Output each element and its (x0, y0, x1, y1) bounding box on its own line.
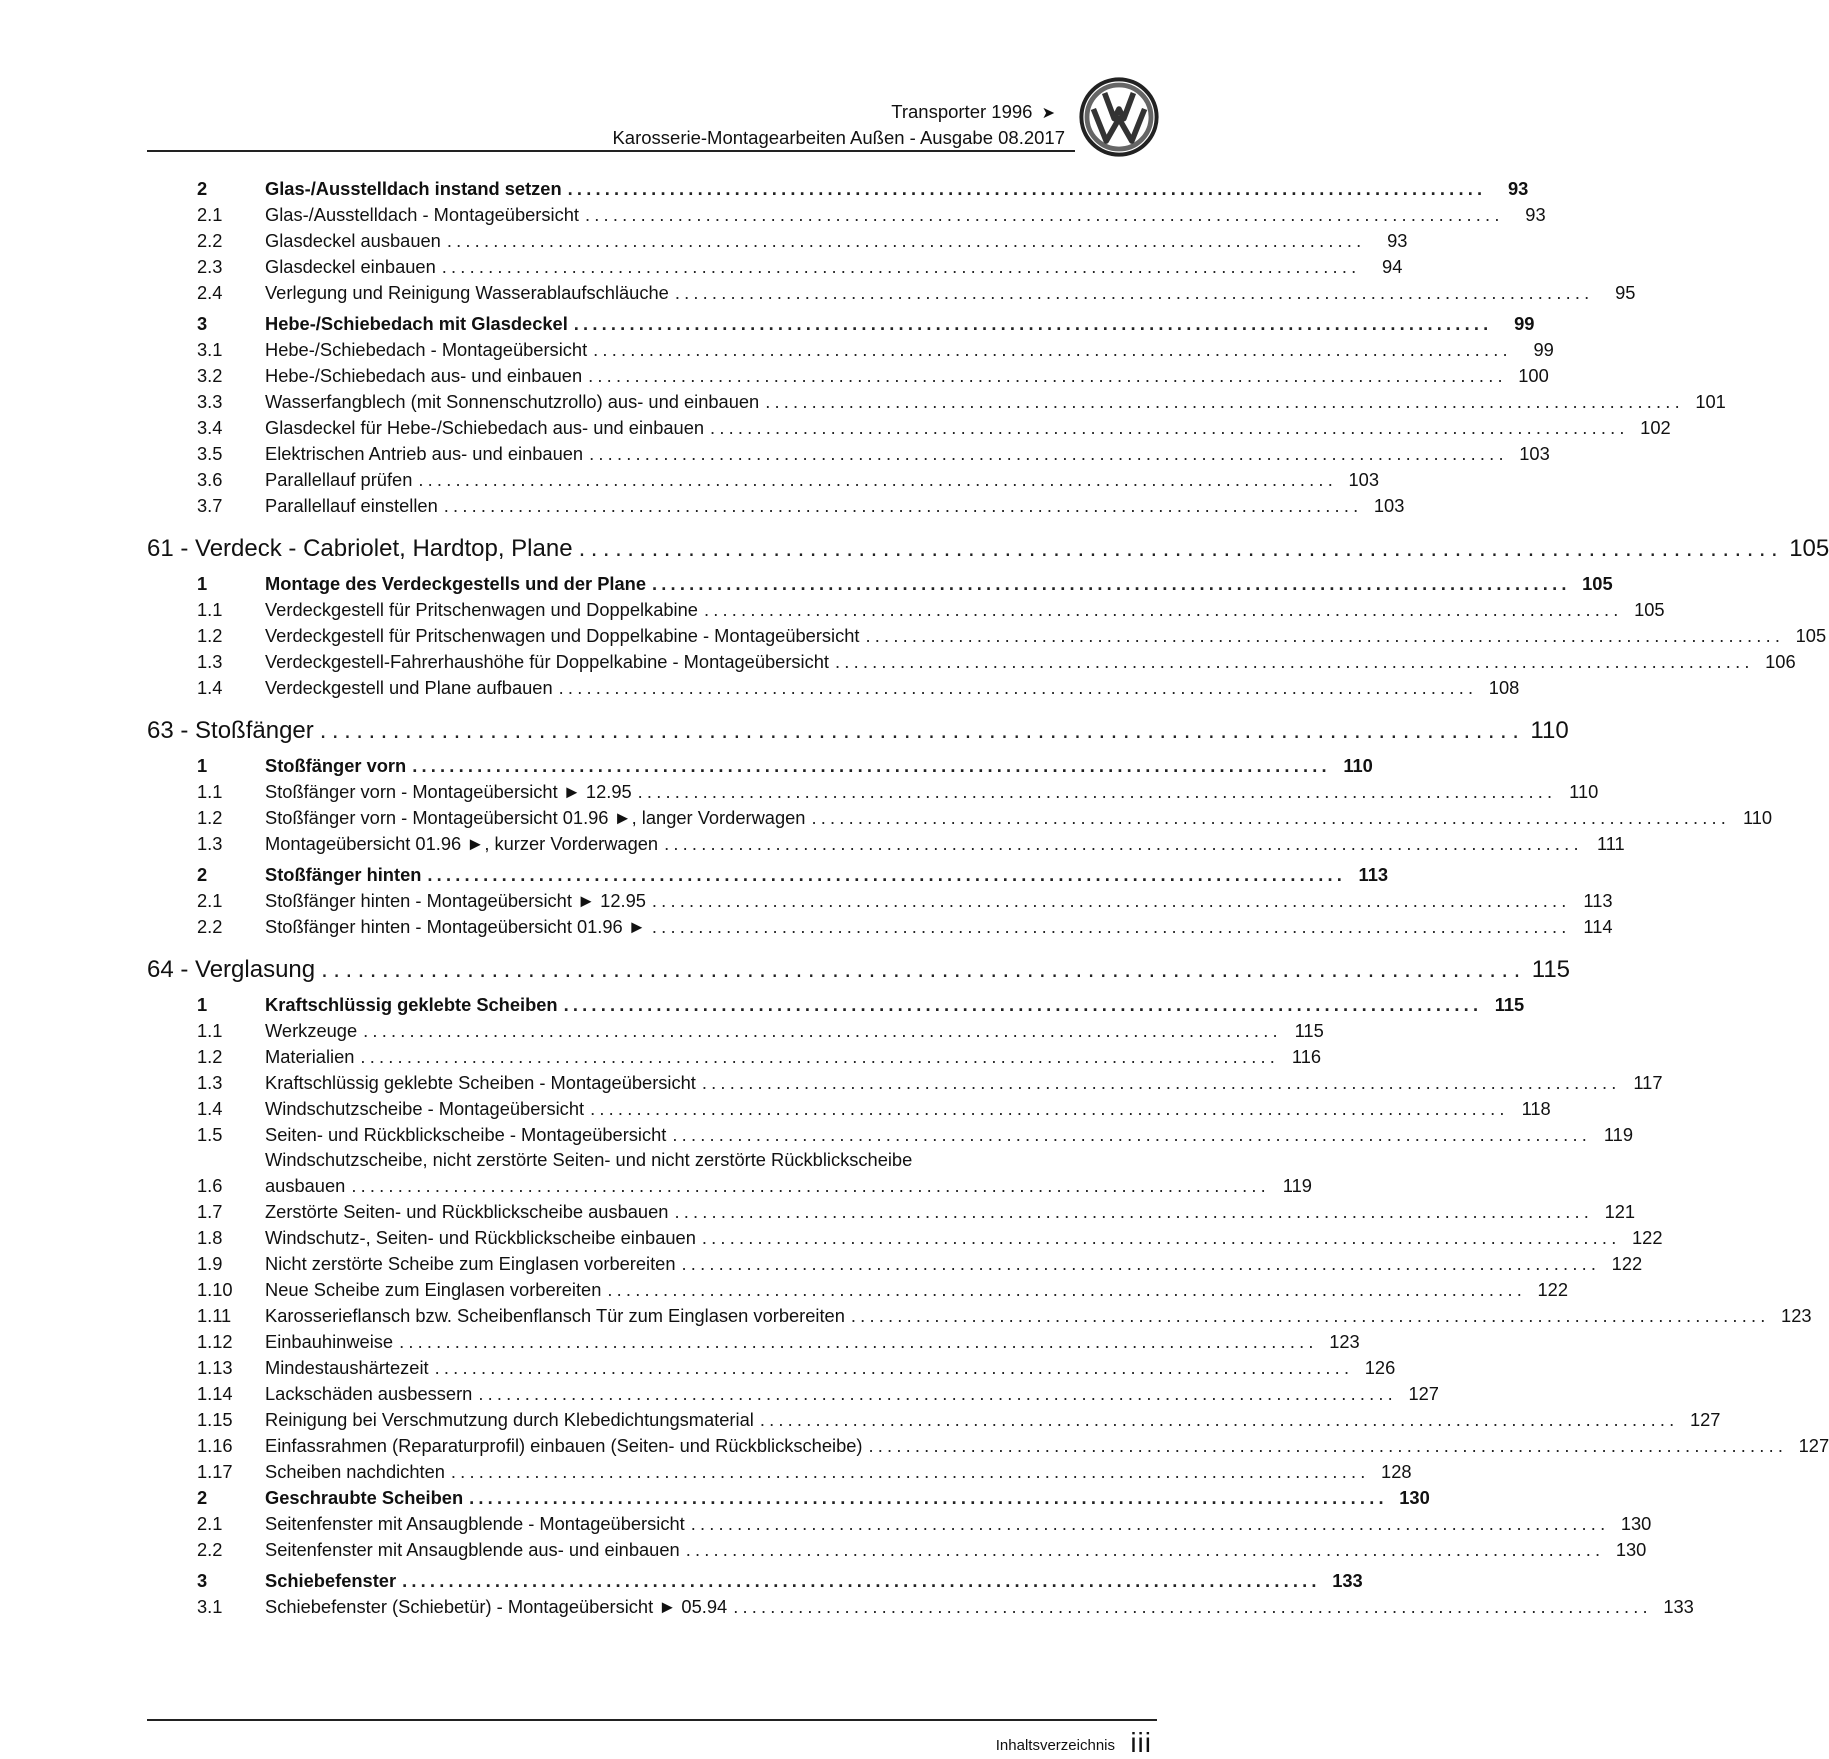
toc-entry[interactable] (147, 596, 1665, 622)
toc-page-number: 110 (1343, 754, 1373, 776)
footer-divider (147, 1719, 1157, 1721)
toc-page-number: 106 (1765, 650, 1796, 672)
toc-entry-number: 1.4 (197, 676, 223, 698)
toc-entry-number: 1 (197, 572, 208, 594)
toc-entry-number: 3.7 (197, 494, 223, 516)
toc-entry[interactable] (147, 1069, 1663, 1095)
toc-entry[interactable] (147, 830, 1625, 856)
toc-entry-number: 2 (197, 177, 208, 199)
toc-page-number: 93 (1387, 229, 1408, 251)
toc-entry-title: Lackschäden ausbessern (265, 1382, 473, 1404)
toc-page-number: 122 (1611, 1252, 1643, 1274)
dot-leader: ................................................................................................... (584, 203, 1504, 225)
toc-page-number: 113 (1583, 889, 1613, 911)
toc-page-number: 103 (1348, 468, 1379, 490)
toc-entry[interactable] (147, 440, 1550, 466)
toc-entry[interactable] (147, 1593, 1694, 1619)
toc-entry-title: Stoßfänger hinten - Montageübersicht ► 12.95 (265, 889, 646, 911)
toc-page-number: 110 (1569, 780, 1599, 802)
toc-entry-title: Parallellauf einstellen (265, 494, 438, 516)
dot-leader: ................................................................................................... (733, 1595, 1652, 1617)
toc-entry[interactable] (147, 887, 1613, 913)
toc-page-number: 94 (1382, 255, 1403, 277)
toc-entry-number: 1.2 (197, 806, 223, 828)
toc-entry-title: Neue Scheibe zum Einglasen vorbereiten (265, 1278, 602, 1300)
toc-entry-title: Windschutzscheibe - Montageübersicht (265, 1097, 585, 1119)
dot-leader: ................................................................................................... (850, 1304, 1770, 1326)
dot-leader: ................................................................................................... (588, 364, 1507, 386)
toc-page-number: 100 (1518, 364, 1549, 386)
dot-leader: ................................................................................................... (701, 1071, 1621, 1093)
toc-entry-title: Hebe-/Schiebedach aus- und einbauen (265, 364, 583, 386)
toc-entry-number: 3.1 (197, 338, 223, 360)
toc-entry-number: 1.17 (197, 1460, 233, 1482)
toc-entry-title: Schiebefenster (265, 1569, 397, 1591)
toc-entry-title: Glas-/Ausstelldach - Montageübersicht (265, 203, 579, 225)
header-model: Transporter 1996 ➤ (891, 101, 1055, 122)
toc-page-number: 133 (1332, 1569, 1363, 1591)
toc-entry-title: Elektrischen Antrieb aus- und einbauen (265, 442, 584, 464)
toc-entry[interactable] (147, 804, 1773, 830)
dot-leader: ................................................................................................... (593, 338, 1512, 360)
toc-page-number: 108 (1488, 676, 1520, 698)
toc-entry[interactable] (147, 466, 1379, 492)
dot-leader: ................................................................................................... (427, 863, 1347, 885)
toc-entry[interactable] (147, 1250, 1643, 1276)
toc-entry-title: Scheiben nachdichten (265, 1460, 445, 1482)
toc-page-number: 115 (1494, 993, 1525, 1015)
toc-entry-number: 3.2 (197, 364, 223, 386)
toc-entry[interactable] (147, 778, 1599, 804)
toc-entry-number: 1.1 (197, 780, 223, 802)
table-of-contents (147, 175, 1829, 1619)
toc-entry-title: Glasdeckel ausbauen (265, 229, 441, 251)
toc-entry-title: Geschraubte Scheiben (265, 1486, 464, 1508)
dot-leader: ................................................................................................... (363, 1019, 1282, 1041)
dot-leader: ................................................................................................... (434, 1356, 1354, 1378)
toc-page-number: 118 (1521, 1097, 1551, 1119)
toc-entry-number: 1.15 (197, 1408, 233, 1430)
toc-page-number: 99 (1533, 338, 1554, 360)
toc-page-number: 122 (1537, 1278, 1569, 1300)
toc-entry-title: Wasserfangblech (mit Sonnenschutzrollo) aus- und einbauen (265, 390, 760, 412)
dot-leader: ................................................................................................... (674, 281, 1594, 303)
toc-entry-title: Glasdeckel einbauen (265, 255, 436, 277)
toc-entry[interactable] (147, 175, 1529, 201)
toc-entry[interactable] (147, 1354, 1396, 1380)
toc-entry-title: Kraftschlüssig geklebte Scheiben - Montageübersicht (265, 1071, 696, 1093)
toc-entry[interactable] (147, 253, 1403, 279)
toc-page-number: 105 (1634, 598, 1665, 620)
toc-entry-title: Stoßfänger vorn (265, 754, 407, 776)
dot-leader: ................................................................................................... (589, 442, 1508, 464)
dot-leader: ................................................................................................... (321, 956, 1526, 983)
toc-entry-number: 2 (197, 1486, 208, 1508)
dot-leader: ................................................................................................... (450, 1460, 1370, 1482)
toc-entry[interactable] (147, 1302, 1812, 1328)
toc-page-number: 133 (1663, 1595, 1694, 1617)
toc-entry-title: Werkzeuge (265, 1019, 358, 1041)
toc-entry-title: Stoßfänger vorn - Montageübersicht ► 12.95 (265, 780, 632, 802)
toc-entry-title: Karosserieflansch bzw. Scheibenflansch Tür zum Einglasen vorbereiten (265, 1304, 845, 1326)
toc-page-number: 130 (1615, 1538, 1647, 1560)
toc-entry-title-continued: ausbauen (265, 1174, 346, 1196)
toc-entry-number: 2.2 (197, 1538, 223, 1560)
dot-leader: ................................................................................................... (811, 806, 1731, 828)
toc-entry[interactable] (147, 227, 1408, 253)
toc-entry-number: 1.16 (197, 1434, 233, 1456)
toc-chapter[interactable] (147, 951, 1571, 987)
toc-entry[interactable] (147, 570, 1613, 596)
dot-leader: ................................................................................................... (607, 1278, 1527, 1300)
toc-entry-number: 1 (197, 993, 208, 1015)
toc-entry[interactable] (147, 1380, 1439, 1406)
dot-leader: ................................................................................................... (759, 1408, 1679, 1430)
dot-leader: ................................................................................................... (441, 255, 1361, 277)
toc-entry[interactable] (147, 1276, 1569, 1302)
dot-leader: ................................................................................................... (652, 572, 1571, 594)
toc-entry-title: Verdeckgestell für Pritschenwagen und Doppelkabine - Montageübersicht (265, 624, 860, 646)
dot-leader: ................................................................................................... (765, 390, 1684, 412)
toc-page-number: 103 (1519, 442, 1550, 464)
dot-leader: ................................................................................................... (578, 535, 1784, 562)
header-subtitle: Karosserie-Montagearbeiten Außen - Ausgabe 08.2017 (612, 127, 1065, 148)
arrow-right-icon: ➤ (1041, 105, 1055, 122)
toc-entry-number: 2.1 (197, 1512, 223, 1534)
toc-entry-number: 1.14 (197, 1382, 233, 1404)
toc-chapter-title: 61 - Verdeck - Cabriolet, Hardtop, Plane (147, 535, 573, 562)
toc-entry-number: 1.4 (197, 1097, 223, 1119)
toc-entry-number: 2.1 (197, 203, 223, 225)
toc-page-number: 130 (1620, 1512, 1652, 1534)
dot-leader: ................................................................................................... (701, 1226, 1621, 1248)
toc-entry-number: 2.1 (197, 889, 223, 911)
toc-page-number: 121 (1604, 1200, 1636, 1222)
dot-leader: ................................................................................................... (418, 468, 1337, 490)
toc-entry-number: 3.5 (197, 442, 223, 464)
dot-leader: ................................................................................................... (567, 177, 1487, 199)
dot-leader: ................................................................................................... (703, 598, 1623, 620)
dot-leader: ................................................................................................... (360, 1045, 1280, 1067)
toc-entry-title: Verdeckgestell-Fahrerhaushöhe für Doppelkabine - Montageübersicht (265, 650, 830, 672)
toc-entry[interactable] (147, 1224, 1663, 1250)
toc-page-number: 116 (1291, 1045, 1322, 1067)
toc-page-number: 110 (1742, 806, 1773, 828)
toc-entry[interactable] (147, 991, 1525, 1017)
toc-entry-number: 1 (197, 754, 208, 776)
toc-page-number: 119 (1603, 1123, 1634, 1145)
toc-entry-title: Glas-/Ausstelldach instand setzen (265, 177, 562, 199)
toc-entry-title: Glasdeckel für Hebe-/Schiebedach aus- und einbauen (265, 416, 705, 438)
toc-entry-number: 1.5 (197, 1123, 223, 1145)
toc-page-number: 117 (1633, 1071, 1663, 1093)
dot-leader: ................................................................................................... (402, 1569, 1321, 1591)
toc-page-number: 130 (1399, 1486, 1430, 1508)
toc-entry-number: 1.9 (197, 1252, 223, 1274)
dot-leader: ................................................................................................... (412, 754, 1331, 776)
toc-entry-title: Kraftschlüssig geklebte Scheiben (265, 993, 558, 1015)
toc-entry[interactable] (147, 1095, 1551, 1121)
toc-entry[interactable] (147, 310, 1535, 336)
toc-page-number: 110 (1530, 717, 1569, 744)
dot-leader: ................................................................................................... (685, 1538, 1605, 1560)
toc-page-number: 95 (1615, 281, 1636, 303)
toc-chapter[interactable] (147, 530, 1829, 566)
toc-entry-title: Stoßfänger hinten - Montageübersicht 01.96 ► (265, 915, 646, 937)
toc-entry-title: Verlegung und Reinigung Wasserablaufschläuche (265, 281, 669, 303)
toc-entry-title: Stoßfänger vorn - Montageübersicht 01.96 ►, langer Vorderwagen (265, 806, 806, 828)
toc-entry[interactable] (147, 279, 1636, 305)
toc-page-number: 114 (1583, 915, 1613, 937)
toc-entry-number: 1.3 (197, 832, 223, 854)
toc-entry[interactable] (147, 492, 1405, 518)
toc-entry-number: 1.2 (197, 624, 223, 646)
toc-entry-number: 2.2 (197, 915, 223, 937)
toc-entry-number: 2.3 (197, 255, 223, 277)
toc-entry-number: 1.3 (197, 650, 223, 672)
toc-entry-title: Stoßfänger hinten (265, 863, 422, 885)
toc-page-number: 93 (1525, 203, 1546, 225)
dot-leader: ................................................................................................... (319, 717, 1525, 744)
dot-leader: ................................................................................................... (710, 416, 1629, 438)
footer-section-label: Inhaltsverzeichnis (995, 1737, 1115, 1754)
vw-logo-icon (1079, 77, 1159, 157)
dot-leader: ................................................................................................... (469, 1486, 1388, 1508)
toc-entry-title: Seitenfenster mit Ansaugblende - Montageübersicht (265, 1512, 685, 1534)
toc-page-number: 113 (1358, 863, 1389, 885)
dot-leader: ................................................................................................... (664, 832, 1583, 854)
toc-entry-title: Reinigung bei Verschmutzung durch Klebedichtungsmaterial (265, 1408, 754, 1430)
toc-page-number: 123 (1781, 1304, 1812, 1326)
toc-entry-number: 3.4 (197, 416, 223, 438)
toc-chapter-title: 63 - Stoßfänger (147, 717, 314, 744)
toc-entry[interactable] (147, 1567, 1363, 1593)
dot-leader: ................................................................................................... (835, 650, 1754, 672)
toc-entry-number: 1.10 (197, 1278, 233, 1300)
toc-entry-number: 3.1 (197, 1595, 223, 1617)
toc-entry[interactable] (147, 1017, 1324, 1043)
dot-leader: ................................................................................................... (558, 676, 1478, 698)
toc-entry-title: Parallellauf prüfen (265, 468, 413, 490)
toc-entry[interactable] (147, 1147, 1312, 1198)
toc-entry-number: 1.7 (197, 1200, 223, 1222)
dot-leader: ................................................................................................... (681, 1252, 1601, 1274)
toc-entry-number: 1.6 (197, 1174, 223, 1196)
toc-entry[interactable] (147, 1121, 1634, 1147)
toc-entry-number: 1.1 (197, 1019, 223, 1041)
page-header (0, 0, 1240, 160)
dot-leader: ................................................................................................... (590, 1097, 1509, 1119)
toc-page-number: 105 (1789, 535, 1829, 562)
toc-page-number: 122 (1631, 1226, 1663, 1248)
dot-leader: ................................................................................................... (351, 1174, 1270, 1196)
toc-entry[interactable] (147, 362, 1549, 388)
toc-page-number: 128 (1381, 1460, 1412, 1482)
toc-entry-number: 1.2 (197, 1045, 223, 1067)
toc-entry-title: Schiebefenster (Schiebetür) - Montageübersicht ► 05.94 (265, 1595, 728, 1617)
toc-entry-title: Seitenfenster mit Ansaugblende aus- und einbauen (265, 1538, 680, 1560)
toc-entry[interactable] (147, 1458, 1412, 1484)
toc-entry[interactable] (147, 1536, 1647, 1562)
dot-leader: ................................................................................................... (674, 1200, 1594, 1222)
toc-page-number: 99 (1514, 312, 1535, 334)
toc-entry-number: 1.13 (197, 1356, 233, 1378)
toc-entry[interactable] (147, 648, 1796, 674)
toc-page-number: 126 (1364, 1356, 1396, 1378)
toc-entry[interactable] (147, 1432, 1829, 1458)
dot-leader: ................................................................................................... (478, 1382, 1397, 1404)
toc-entry-number: 1.11 (197, 1304, 232, 1326)
toc-page-number: 119 (1282, 1174, 1312, 1196)
toc-entry[interactable] (147, 1510, 1652, 1536)
toc-entry-title: Hebe-/Schiebedach - Montageübersicht (265, 338, 588, 360)
toc-entry[interactable] (147, 1406, 1721, 1432)
toc-entry-number: 3 (197, 312, 208, 334)
toc-page-number: 123 (1329, 1330, 1360, 1352)
toc-page-number: 105 (1795, 624, 1827, 646)
toc-entry-title: Zerstörte Seiten- und Rückblickscheibe ausbauen (265, 1200, 669, 1222)
dot-leader: ................................................................................................... (637, 780, 1557, 802)
toc-page-number: 105 (1582, 572, 1613, 594)
toc-entry[interactable] (147, 674, 1520, 700)
toc-entry-title: Mindestaushärtezeit (265, 1356, 429, 1378)
footer-page-number: iii (1130, 1727, 1152, 1758)
toc-entry-number: 2.4 (197, 281, 223, 303)
toc-entry-title: Hebe-/Schiebedach mit Glasdeckel (265, 312, 568, 334)
toc-page-number: 111 (1596, 832, 1625, 854)
dot-leader: ................................................................................................... (868, 1434, 1788, 1456)
toc-entry[interactable] (147, 752, 1373, 778)
toc-entry-number: 1.1 (197, 598, 223, 620)
toc-entry[interactable] (147, 414, 1671, 440)
toc-page-number: 103 (1373, 494, 1405, 516)
toc-page-number: 93 (1507, 177, 1529, 199)
toc-entry[interactable] (147, 913, 1613, 939)
toc-entry-number: 2.2 (197, 229, 223, 251)
toc-chapter[interactable] (147, 712, 1569, 748)
toc-entry-number: 3.6 (197, 468, 223, 490)
toc-entry-title: Montage des Verdeckgestells und der Plane (265, 572, 646, 594)
dot-leader: ................................................................................................... (690, 1512, 1610, 1534)
toc-entry-number: 3.3 (197, 390, 223, 412)
toc-entry[interactable] (147, 336, 1554, 362)
toc-entry[interactable] (147, 1198, 1636, 1224)
toc-entry-title: Verdeckgestell und Plane aufbauen (265, 676, 553, 698)
toc-entry[interactable] (147, 1328, 1360, 1354)
toc-entry-number: 1.12 (197, 1330, 233, 1352)
toc-entry-title: Montageübersicht 01.96 ►, kurzer Vorderwagen (265, 832, 659, 854)
toc-page-number: 115 (1531, 956, 1571, 983)
dot-leader: ................................................................................................... (573, 312, 1493, 334)
toc-entry-title: Seiten- und Rückblickscheibe - Montageübersicht (265, 1123, 667, 1145)
toc-entry-title: Verdeckgestell für Pritschenwagen und Doppelkabine (265, 598, 698, 620)
toc-entry[interactable] (147, 201, 1546, 227)
toc-entry-title: Einbauhinweise (265, 1330, 394, 1352)
toc-entry-number: 3 (197, 1569, 208, 1591)
toc-page-number: 127 (1689, 1408, 1721, 1430)
toc-entry[interactable] (147, 1043, 1322, 1069)
toc-page-number: 115 (1294, 1019, 1324, 1041)
dot-leader: ................................................................................................... (865, 624, 1785, 646)
toc-page-number: 127 (1798, 1434, 1829, 1456)
toc-page-number: 102 (1640, 416, 1671, 438)
dot-leader: ................................................................................................... (672, 1123, 1592, 1145)
toc-page-number: 127 (1408, 1382, 1439, 1404)
dot-leader: ................................................................................................... (443, 494, 1363, 516)
toc-entry-number: 2 (197, 863, 208, 885)
dot-leader: ................................................................................................... (446, 229, 1366, 251)
toc-entry[interactable] (147, 622, 1827, 648)
toc-entry-title: Windschutz-, Seiten- und Rückblickscheibe einbauen (265, 1226, 696, 1248)
toc-entry-number: 1.3 (197, 1071, 223, 1093)
dot-leader: ................................................................................................... (651, 915, 1571, 937)
toc-entry-title: Nicht zerstörte Scheibe zum Einglasen vorbereiten (265, 1252, 676, 1274)
toc-entry-title: Materialien (265, 1045, 355, 1067)
toc-page-number: 101 (1695, 390, 1726, 412)
toc-entry-title: Windschutzscheibe, nicht zerstörte Seiten- und nicht zerstörte Rückblickscheibe (265, 1149, 913, 1170)
toc-entry[interactable] (147, 388, 1726, 414)
toc-chapter-title: 64 - Verglasung (147, 956, 316, 983)
dot-leader: ................................................................................................... (651, 889, 1571, 911)
toc-entry-number: 1.8 (197, 1226, 223, 1248)
toc-entry-title: Einfassrahmen (Reparaturprofil) einbauen (Seiten- und Rückblickscheibe) (265, 1434, 863, 1456)
dot-leader: ................................................................................................... (399, 1330, 1318, 1352)
header-divider (147, 150, 1075, 152)
toc-entry[interactable] (147, 861, 1389, 887)
toc-entry[interactable] (147, 1484, 1430, 1510)
dot-leader: ................................................................................................... (563, 993, 1483, 1015)
